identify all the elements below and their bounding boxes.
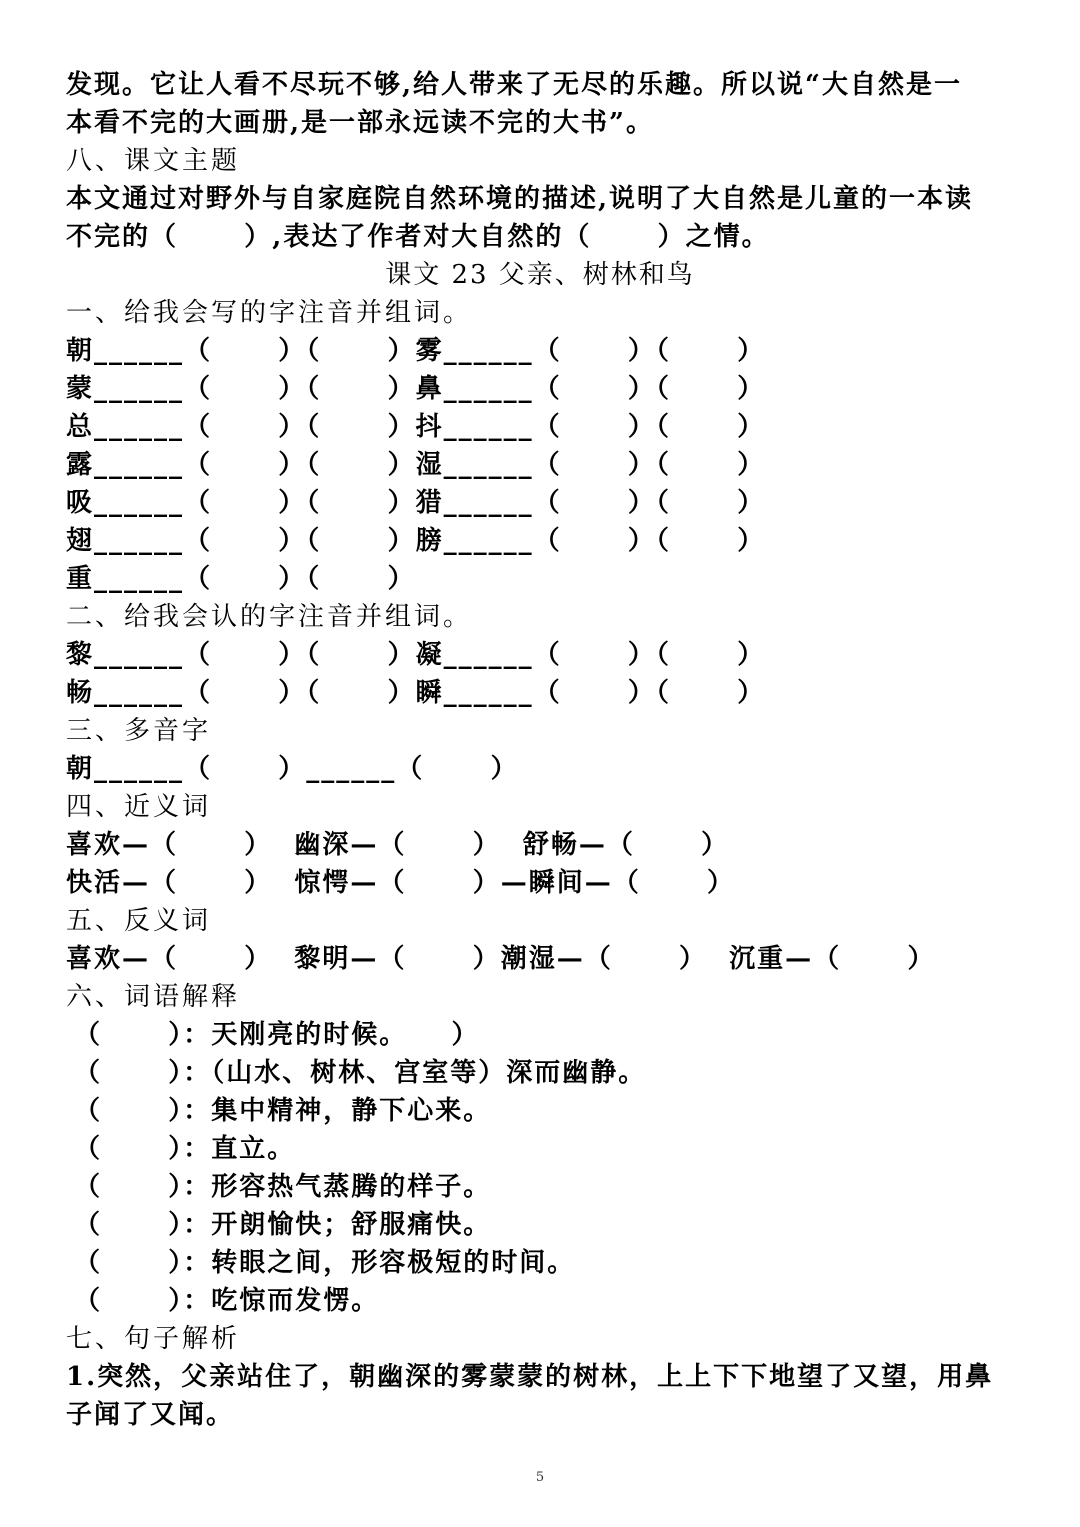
definition-row: （ ）：开朗愉快；舒服痛快。 <box>74 1210 492 1240</box>
exercise-row: 重______（ ）（ ） <box>66 564 416 594</box>
exercise-row: 朝______（ ）______（ ） <box>66 754 519 784</box>
sentence-line: 子闻了又闻。 <box>66 1400 235 1430</box>
definition-row: （ ）：（山水、树林、宫室等）深而幽静。 <box>74 1058 647 1088</box>
exercise-row: 喜欢—（ ） 幽深—（ ） 舒畅—（ ） <box>66 830 730 860</box>
exercise-row: 露______（ ）（ ）湿______（ ）（ ） <box>66 450 766 480</box>
section-heading-theme: 八、课文主题 <box>66 146 241 176</box>
exercise-row: 翅______（ ）（ ）膀______（ ）（ ） <box>66 526 766 556</box>
exercise-row: 总______（ ）（ ）抖______（ ）（ ） <box>66 412 766 442</box>
sentence-line: 1.突然，父亲站住了，朝幽深的雾蒙蒙的树林，上上下下地望了又望，用鼻 <box>66 1362 994 1392</box>
exercise-row: 喜欢—（ ） 黎明—（ ）潮湿—（ ） 沉重—（ ） <box>66 944 936 974</box>
lesson-title: 课文 23 父亲、树林和鸟 <box>385 260 695 290</box>
section-heading-reading: 二、给我会认的字注音并组词。 <box>66 602 473 632</box>
definition-row: （ ）：转眼之间，形容极短的时间。 <box>74 1248 576 1278</box>
section-heading-antonyms: 五、反义词 <box>66 906 212 936</box>
exercise-row: 畅______（ ）（ ）瞬______（ ）（ ） <box>66 678 766 708</box>
exercise-row: 快活—（ ） 惊愕—（ ）—瞬间—（ ） <box>66 868 736 898</box>
definition-row: （ ）：直立。 <box>74 1134 296 1164</box>
section-heading-sentences: 七、句子解析 <box>66 1324 241 1354</box>
section-heading-definitions: 六、词语解释 <box>66 982 241 1012</box>
definition-row: （ ）：形容热气蒸腾的样子。 <box>74 1172 492 1202</box>
intro-line: 发现。它让人看不尽玩不够,给人带来了无尽的乐趣。所以说“大自然是一 <box>66 70 963 100</box>
section-heading-synonyms: 四、近义词 <box>66 792 212 822</box>
page-number: 5 <box>535 1470 545 1485</box>
definition-row: （ ）：集中精神，静下心来。 <box>74 1096 492 1126</box>
theme-line: 本文通过对野外与自家庭院自然环境的描述,说明了大自然是儿童的一本读 <box>66 184 974 214</box>
section-heading-writing: 一、给我会写的字注音并组词。 <box>66 298 473 328</box>
exercise-row: 蒙______（ ）（ ）鼻______（ ）（ ） <box>66 374 766 404</box>
intro-line: 本看不完的大画册,是一部永远读不完的大书”。 <box>66 108 655 138</box>
exercise-row: 吸______（ ）（ ）猎______（ ）（ ） <box>66 488 766 518</box>
section-heading-polyphone: 三、多音字 <box>66 716 212 746</box>
exercise-row: 黎______（ ）（ ）凝______（ ）（ ） <box>66 640 766 670</box>
definition-row: （ ）：天刚亮的时候。 ） <box>74 1020 480 1050</box>
exercise-row: 朝______（ ）（ ）雾______（ ）（ ） <box>66 336 766 366</box>
definition-row: （ ）：吃惊而发愣。 <box>74 1286 380 1316</box>
theme-line: 不完的（ ）,表达了作者对大自然的（ ）之情。 <box>66 222 770 252</box>
